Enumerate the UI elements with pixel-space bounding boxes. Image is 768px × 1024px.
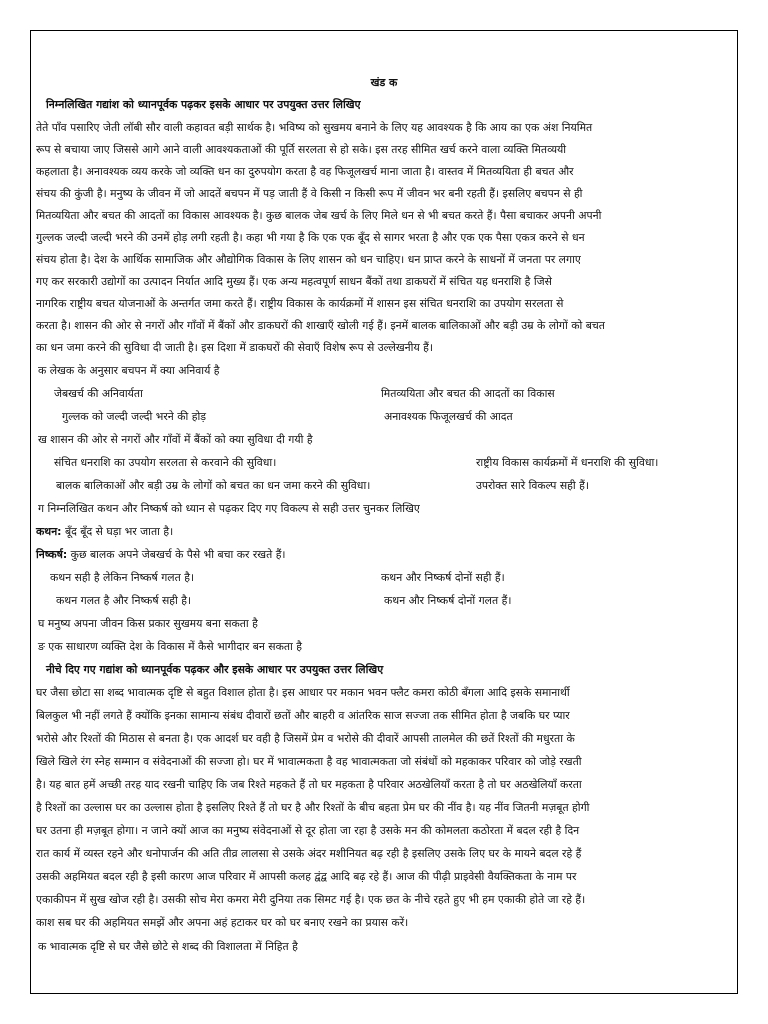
option-k-4: अनावश्यक फिजूलखर्च की आदत <box>384 410 513 423</box>
option-k-3: गुल्लक को जल्दी जल्दी भरने की होड़ <box>62 410 207 423</box>
passage2-line: उसकी अहमियत बदल रही है इसी कारण आज परिवार में आपसी कलह द्वंद्व आदि बढ़ रहे हैं। आज की पीढ़ी प्राइवेसी वैयक्तिकता के नाम पर <box>36 870 577 883</box>
section-heading: खंड क <box>370 76 398 89</box>
passage1-line: संचय की कुंजी है। मनुष्य के जीवन में जो आदतें बचपन में पड़ जाती हैं वे किसी न किसी रूप में जीवन भर बनी रहती हैं। इसलिए बचपन से ही <box>36 187 583 200</box>
passage1-line: संचय होता है। देश के आर्थिक सामाजिक और औद्योगिक विकास के लिए शासन को धन चाहिए। धन प्राप्त करने के साधनों में जनता पर लगाए <box>36 253 581 266</box>
conclusion-label: निष्कर्ष: <box>36 548 68 561</box>
passage1-line: करता है। शासन की ओर से नगरों और गाँवों में बैंकों और डाकघरों की शाखाएँ खोली गई हैं। इनमें बालक बालिकाओं और बड़ी उम्र के लोगों को बचत <box>36 319 605 332</box>
option-kh-3: बालक बालिकाओं और बड़ी उम्र के लोगों को बचत का धन जमा करने की सुविधा। <box>56 479 371 492</box>
question-ng: ङ एक साधारण व्यक्ति देश के विकास में कैसे भागीदार बन सकता है <box>38 640 303 653</box>
passage1-line: रूप से बचाया जाए जिससे आगे आने वाली आवश्यकताओं की पूर्ति सरलता से हो सके। इस तरह सीमित खर्च करने वाला व्यक्ति मितव्ययी <box>36 143 567 156</box>
statement-label: कथन: <box>36 525 62 538</box>
passage1-line: गए कर सरकारी उद्योगों का उत्पादन निर्यात आदि मुख्य हैं। एक अन्य महत्वपूर्ण साधन बैंकों तथा डाकघरों में संचित यह धनराशि है जिसे <box>36 275 552 288</box>
passage2-line: घर जैसा छोटा सा शब्द भावात्मक दृष्टि से बहुत विशाल होता है। इस आधार पर मकान भवन फ्लैट कमरा कोठी बँगला आदि इसके समानार्थी <box>36 686 570 699</box>
option-kh-2: राष्ट्रीय विकास कार्यक्रमों में धनराशि की सुविधा। <box>476 456 659 469</box>
option-g-1: कथन सही है लेकिन निष्कर्ष गलत है। <box>50 571 195 584</box>
passage2-question-k: क भावात्मक दृष्टि से घर जैसे छोटे से शब्द की विशालता में निहित है <box>38 940 298 953</box>
option-g-4: कथन और निष्कर्ष दोनों गलत हैं। <box>384 594 512 607</box>
question-k: क लेखक के अनुसार बचपन में क्या अनिवार्य है <box>38 364 220 377</box>
option-kh-1: संचित धनराशि का उपयोग सरलता से करवाने की सुविधा। <box>54 456 277 469</box>
passage1-line: तेते पाँव पसारिए जेती लॉबी सौर वाली कहावत बड़ी सार्थक है। भविष्य को सुखमय बनाने के लिए यह आवश्यक है कि आय का एक अंश नियमित <box>36 121 593 134</box>
passage2-line: बिलकुल भी नहीं लगते हैं क्योंकि इनका सामान्य संबंध दीवारों छतों और बाहरी व आंतरिक साज सज्जा तक सीमित होता है जबकि घर प्यार <box>36 709 570 722</box>
option-g-3: कथन गलत है और निष्कर्ष सही है। <box>56 594 192 607</box>
passage2-line: खिले खिले रंग स्नेह सम्मान व संवेदनाओं की सज्जा हो। घर में भावात्मकता है वह भावात्मकता जो संबंधों को महकाकर परिवार को जोड़े रखती <box>36 755 582 768</box>
conclusion-row <box>36 547 286 563</box>
statement-row <box>36 524 173 540</box>
option-k-2: मितव्ययिता और बचत की आदतों का विकास <box>381 387 555 400</box>
passage2-instruction: नीचे दिए गए गद्यांश को ध्यानपूर्वक पढ़कर और इसके आधार पर उपयुक्त उत्तर लिखिए <box>46 663 384 676</box>
question-gh: घ मनुष्य अपना जीवन किस प्रकार सुखमय बना सकता है <box>38 617 258 630</box>
statement-text: बूँद बूँद से घड़ा भर जाता है। <box>61 525 174 538</box>
passage2-line: है रिश्तों का उल्लास घर का उल्लास होता है इसलिए रिश्ते हैं तो घर है और रिश्तों के बीच बहता प्रेम घर की नींव है। यह नींव जितनी मज़बूत होगी <box>36 801 590 814</box>
passage1-instruction: निम्नलिखित गद्यांश को ध्यानपूर्वक पढ़कर इसके आधार पर उपयुक्त उत्तर लिखिए <box>46 98 361 111</box>
option-kh-4: उपरोक्त सारे विकल्प सही हैं। <box>476 479 589 492</box>
question-g: ग निम्नलिखित कथन और निष्कर्ष को ध्यान से पढ़कर दिए गए विकल्प से सही उत्तर चुनकर लिखिए <box>38 502 420 515</box>
passage2-line: रात कार्य में व्यस्त रहने और धनोपार्जन की अति तीव्र लालसा से उसके अंदर मशीनियत बढ़ रही है इसलिए उसके लिए घर के मायने बदल रहे हैं <box>36 847 582 860</box>
option-k-1: जेबखर्च की अनिवार्यता <box>54 387 143 400</box>
passage2-line: भरोसे और रिश्तों की मिठास से बनता है। एक आदर्श घर वही है जिसमें प्रेम व भरोसे की दीवारें आपसी तालमेल की छतें रिश्तों की मधुरता के <box>36 732 575 745</box>
passage1-line: कहलाता है। अनावश्यक व्यय करके जो व्यक्ति धन का दुरुपयोग करता है वह फिजूलखर्च माना जाता है। वास्तव में मितव्ययिता ही बचत और <box>36 165 574 178</box>
passage1-line: का धन जमा करने की सुविधा दी जाती है। इस दिशा में डाकघरों की सेवाएँ विशेष रूप से उल्लेखनीय हैं। <box>36 341 433 354</box>
passage2-line: काश सब घर की अहमियत समझें और अपना अहं हटाकर घर को घर बनाए रखने का प्रयास करें। <box>36 916 409 929</box>
passage2-line: घर उतना ही मज़बूत होगा। न जाने क्यों आज का मनुष्य संवेदनाओं से दूर होता जा रहा है उसके मन की कोमलता कठोरता में बदल रही है दिन <box>36 824 580 837</box>
passage2-line: एकाकीपन में सुख खोज रही है। उसकी सोच मेरा कमरा मेरी दुनिया तक सिमट गई है। एक छत के नीचे रहते हुए भी हम एकाकी होते जा रहे हैं। <box>36 893 586 906</box>
passage1-line: मितव्ययिता और बचत की आदतों का विकास आवश्यक है। कुछ बालक जेब खर्च के लिए मिले धन से भी बचत करते हैं। पैसा बचाकर अपनी अपनी <box>36 209 602 222</box>
passage1-line: नागरिक राष्ट्रीय बचत योजनाओं के अन्तर्गत जमा करते हैं। राष्ट्रीय विकास के कार्यक्रमों में शासन इस संचित धनराशि का उपयोग सरलता से <box>36 297 564 310</box>
conclusion-text: कुछ बालक अपने जेबखर्च के पैसे भी बचा कर रखते हैं। <box>67 548 286 561</box>
option-g-2: कथन और निष्कर्ष दोनों सही हैं। <box>381 571 505 584</box>
question-kh: ख शासन की ओर से नगरों और गाँवों में बैंकों को क्या सुविधा दी गयी है <box>38 433 313 446</box>
passage2-line: है। यह बात हमें अच्छी तरह याद रखनी चाहिए कि जब रिश्ते महकते हैं तो घर महकता है परिवार अठखेलियाँ करता है तो घर अठखेलियाँ करता <box>36 778 582 791</box>
passage1-line: गुल्लक जल्दी जल्दी भरने की उनमें होड़ लगी रहती है। कहा भी गया है कि एक एक बूँद से सागर भरता है और एक एक पैसा एकत्र करने से धन <box>36 231 585 244</box>
